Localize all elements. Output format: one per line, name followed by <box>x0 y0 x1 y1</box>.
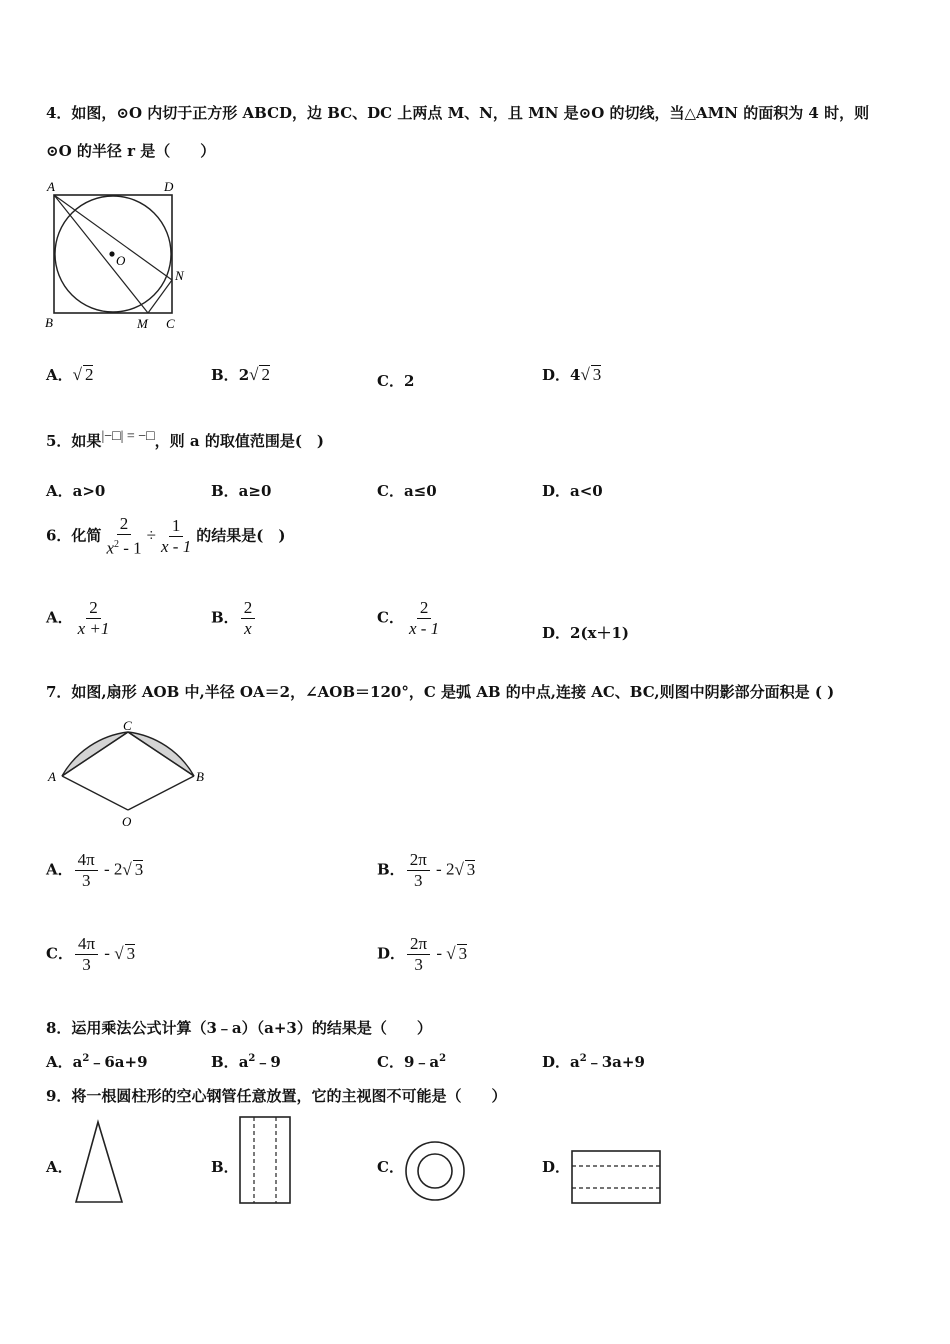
q7-option-b-num: 2π <box>407 850 430 871</box>
q5-prefix: 5．如果 <box>46 432 102 450</box>
q4-option-b-label: B． <box>211 366 239 384</box>
q8-option-d-post: ﹣3a+9 <box>586 1053 645 1071</box>
q8-option-d-label: D． <box>542 1053 571 1071</box>
q7-label-A: A <box>48 769 56 784</box>
q6-option-d-text: 2(x＋1) <box>570 624 630 642</box>
q7-option-d-rest: - <box>432 943 447 963</box>
q6-option-a-den: x +1 <box>77 619 110 638</box>
q4-option-d-coef: 4 <box>570 366 581 384</box>
q4-option-b-coef: 2 <box>238 366 250 384</box>
q7-option-a-num: 4π <box>75 850 98 871</box>
q7-label-O: O <box>122 814 132 829</box>
q6-option-b-den: x <box>244 619 252 638</box>
q9-option-c-ring-figure[interactable] <box>403 1138 467 1204</box>
q8-option-a-label: A． <box>46 1053 73 1071</box>
q8-option-a-pre: a <box>72 1053 83 1071</box>
q8-option-c-pre: 9﹣a <box>403 1053 440 1071</box>
q6-option-b-num: 2 <box>241 598 256 619</box>
q7-option-b-rest: - 2 <box>431 859 455 879</box>
q4-label-M: M <box>137 316 148 331</box>
q6-option-b[interactable] <box>211 598 257 639</box>
q7-option-c-den: 3 <box>82 955 91 974</box>
q6-option-d-label: D． <box>542 624 571 642</box>
q8-option-d[interactable] <box>542 1051 645 1072</box>
q9-option-a-label[interactable]: A． <box>46 1158 73 1176</box>
q7-option-b[interactable]: B． $\frac{2\pi}{3}$ - 2√ 3 <box>377 850 476 890</box>
q6-f1-numerator: 2 <box>117 514 132 535</box>
q4-option-d-label: D． <box>542 366 571 384</box>
q9-option-b-rectangle-figure[interactable] <box>237 1114 293 1206</box>
q6-option-c-label: C． <box>377 608 404 627</box>
q8-option-c-label: C． <box>377 1053 404 1071</box>
q7-option-b-radicand: 3 <box>466 859 476 879</box>
q6-option-c-den: x - 1 <box>408 619 440 638</box>
q4-option-a-label: A． <box>46 366 73 384</box>
q4-stem-line1: 4．如图，⊙O 内切于正方形 ABCD，边 BC、DC 上两点 M、N，且 MN 是⊙O 的切线，当△AMN 的面积为 4 时，则 <box>46 104 870 122</box>
q6-stem <box>46 514 285 559</box>
q7-option-d[interactable]: D． $\frac{2\pi}{3}$ - √ 3 <box>377 934 468 974</box>
q6-f1-den-exp: 2 <box>113 539 119 550</box>
q8-stem: 8．运用乘法公式计算（3﹣a）（a+3）的结果是（ ） <box>46 1019 432 1037</box>
q4-label-N: N <box>175 268 184 283</box>
q7-option-c[interactable]: C． $\frac{4\pi}{3}$ - √ 3 <box>46 934 136 974</box>
q4-label-D: D <box>164 179 174 194</box>
q6-divide-sign: ÷ <box>146 525 156 545</box>
q5-expression: |−□| = −□ <box>101 429 155 444</box>
q4-option-d-radicand: 3 <box>592 365 602 384</box>
q6-option-b-label: B． <box>211 608 239 627</box>
q8-option-a-exp: 2 <box>82 1053 90 1064</box>
q5-option-d[interactable]: D．a<0 <box>542 482 603 500</box>
q6-option-c-num: 2 <box>417 598 432 619</box>
q6-fraction-2 <box>158 516 194 557</box>
q4-option-c-value: 2 <box>403 372 415 390</box>
q6-option-a[interactable] <box>46 598 114 639</box>
q9-option-a-triangle-figure[interactable] <box>72 1118 126 1206</box>
q4-option-c[interactable] <box>377 370 414 391</box>
q7-option-a-radicand: 3 <box>134 859 144 879</box>
q4-option-a[interactable]: A．√ 2 <box>46 365 94 384</box>
q5-suffix: ，则 a 的取值范围是( ) <box>154 432 325 450</box>
q7-option-a[interactable]: A． $\frac{4\pi}{3}$ - 2√ 3 <box>46 850 144 890</box>
q4-option-c-label: C． <box>377 372 404 390</box>
q8-option-b-exp: 2 <box>248 1053 256 1064</box>
q7-option-c-radicand: 3 <box>126 943 136 963</box>
q8-option-a-post: ﹣6a+9 <box>89 1053 148 1071</box>
q4-option-b[interactable]: B．2√ 2 <box>211 365 270 384</box>
q9-option-b-label[interactable]: B． <box>211 1158 239 1176</box>
q7-option-d-num: 2π <box>407 934 430 955</box>
q8-option-d-exp: 2 <box>579 1053 587 1064</box>
q4-option-b-radicand: 2 <box>261 365 270 384</box>
q6-option-d[interactable] <box>542 622 629 643</box>
q5-option-c[interactable]: C．a≤0 <box>377 482 437 500</box>
q9-option-d-label[interactable]: D． <box>542 1158 571 1176</box>
q6-fraction-1 <box>103 514 144 559</box>
q7-figure-sector <box>44 718 214 830</box>
q7-option-b-label: B． <box>377 860 405 879</box>
q4-figure-square-circle <box>44 178 204 338</box>
q6-option-c[interactable] <box>377 598 444 639</box>
q7-option-b-den: 3 <box>413 871 423 890</box>
q7-option-a-rest: - 2 <box>99 859 123 879</box>
q9-stem: 9．将一根圆柱形的空心钢管任意放置，它的主视图不可能是（ ） <box>46 1087 507 1105</box>
q7-option-a-den: 3 <box>81 871 91 890</box>
q5-option-a[interactable]: A．a>0 <box>46 482 106 500</box>
q7-option-c-label: C． <box>46 944 73 963</box>
q8-option-b-pre: a <box>238 1053 249 1071</box>
q7-option-d-radicand: 3 <box>458 943 468 963</box>
q8-option-b[interactable] <box>211 1051 281 1072</box>
q6-option-a-label: A． <box>46 608 73 627</box>
q6-f2-numerator: 1 <box>169 516 184 537</box>
q4-label-A: A <box>47 179 55 194</box>
q7-option-d-label: D． <box>377 944 406 963</box>
q7-option-c-num: 4π <box>75 934 98 955</box>
q4-stem-line2: ⊙O 的半径 r 是（ ） <box>46 142 216 160</box>
q6-f2-denominator: x - 1 <box>161 536 192 556</box>
q5-stem <box>46 430 324 451</box>
q7-stem: 7．如图,扇形 AOB 中,半径 OA＝2，∠AOB＝120°，C 是弧 AB 的中点,连接 AC、BC,则图中阴影部分面积是 ( ) <box>46 683 835 701</box>
q8-option-a[interactable] <box>46 1051 148 1072</box>
q8-option-d-pre: a <box>570 1053 580 1071</box>
q6-f1-den-base: x <box>106 538 114 558</box>
q8-option-b-post: ﹣9 <box>255 1053 281 1071</box>
q4-label-C: C <box>166 316 175 331</box>
q7-option-a-label: A． <box>46 860 73 879</box>
q9-option-d-rectangle-figure[interactable] <box>569 1148 663 1206</box>
q6-prefix: 6．化简 <box>46 526 102 545</box>
q8-option-c[interactable] <box>377 1051 446 1072</box>
q9-option-c-label[interactable]: C． <box>377 1158 404 1176</box>
q6-f1-den-rest: - 1 <box>118 538 142 558</box>
q4-option-a-radicand: 2 <box>84 365 94 384</box>
q8-option-c-exp: 2 <box>439 1053 447 1064</box>
q4-label-O: O <box>116 253 126 268</box>
q6-suffix: 的结果是( ) <box>196 526 286 545</box>
q7-label-B: B <box>196 769 204 784</box>
q5-option-b[interactable]: B．a≥0 <box>211 482 272 500</box>
q4-label-B: B <box>45 315 53 330</box>
q7-option-c-rest: - <box>100 943 115 963</box>
q6-option-a-num: 2 <box>86 598 101 619</box>
q7-option-d-den: 3 <box>414 955 423 974</box>
q8-option-b-label: B． <box>211 1053 239 1071</box>
q7-label-C: C <box>123 718 132 733</box>
q4-option-d[interactable]: D．4√ 3 <box>542 365 602 384</box>
